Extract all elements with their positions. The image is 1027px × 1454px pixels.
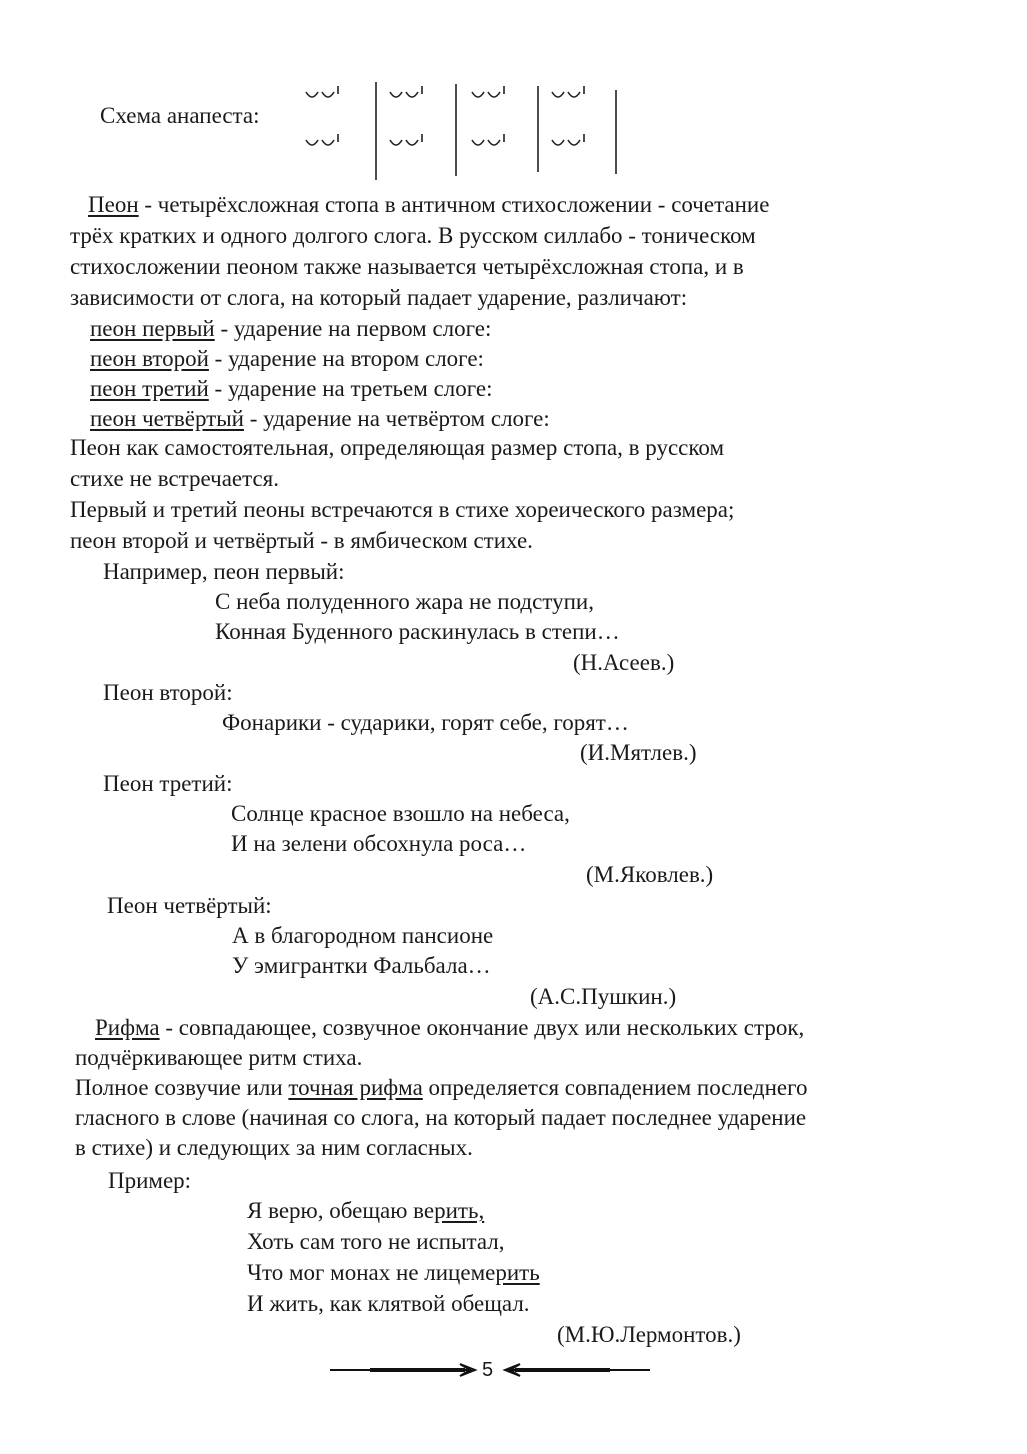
rhyme-definition-line-1: [95, 1013, 804, 1043]
peon-kind-1: [90, 314, 491, 344]
verse-text: Что мог монах не лицеме: [247, 1260, 496, 1285]
peon-kind-term: пеон третий: [90, 376, 209, 401]
peon-kind-desc: - ударение на третьем слоге:: [208, 376, 493, 401]
peon-kind-desc: - ударение на втором слоге:: [208, 346, 484, 371]
example-1-verse-2: Конная Буденного раскинулась в степи…: [215, 619, 620, 644]
rhyme-verse-2: Хоть сам того не испытал,: [247, 1229, 505, 1254]
example-4-author: (А.С.Пушкин.): [530, 984, 677, 1009]
verse-text: Я верю, обещаю ве: [247, 1198, 435, 1223]
peon-definition-line-4: зависимости от слога, на который падает ударение, различают:: [70, 285, 688, 310]
example-2-author: (И.Мятлев.): [580, 740, 697, 765]
rhyme-example-heading: Пример:: [108, 1168, 192, 1193]
peon-kind-desc: - ударение на четвёртом слоге:: [243, 406, 550, 431]
peon-definition-line-3: стихосложении пеоном также называется четырёхсложная стопа, и в: [70, 254, 744, 279]
rhyme-exact-pre: Полное созвучие или: [75, 1075, 289, 1100]
rhyme-exact-rest: определяется совпадением последнего: [422, 1075, 808, 1100]
peon-definition-line-2: трёх кратких и одного долгого слога. В русском силлабо - тоническом: [70, 223, 756, 248]
example-3-verse-2: И на зелени обсохнула роса…: [231, 831, 527, 856]
peon-definition-line-1: [88, 190, 769, 220]
example-1-author: (Н.Асеев.): [573, 650, 675, 675]
peon-kind-term: пеон первый: [90, 316, 215, 341]
example-heading-4: Пеон четвёртый:: [107, 893, 272, 918]
scheme-label: Схема анапеста:: [100, 103, 260, 128]
peon-note-1: Пеон как самостоятельная, определяющая размер стопа, в русском: [70, 435, 724, 460]
rhyme-exact-line: [75, 1073, 807, 1103]
anapest-scheme-diagram: [300, 80, 630, 180]
rhyme-term: Рифма: [95, 1015, 160, 1040]
example-4-verse-1: А в благородном пансионе: [232, 923, 494, 948]
rhyme-definition-rest: - совпадающее, созвучное окончание двух или нескольких строк,: [159, 1015, 805, 1040]
example-heading-3: Пеон третий:: [103, 771, 233, 796]
example-3-author: (М.Яковлев.): [586, 862, 714, 887]
rhyme-line-4: в стихе) и следующих за ним согласных.: [75, 1135, 473, 1160]
example-2-verse-1: Фонарики - сударики, горят себе, горят…: [222, 710, 629, 735]
peon-kind-4: [90, 404, 550, 434]
rhyme-line-3: гласного в слове (начиная со слога, на который падает последнее ударение: [75, 1105, 807, 1130]
page-number: 5: [482, 1359, 494, 1381]
peon-definition-rest: - четырёхсложная стопа в античном стихосложении - сочетание: [138, 192, 770, 217]
rhyme-verse-3: [247, 1258, 540, 1288]
rhyme-exact-term: точная рифма: [288, 1075, 423, 1100]
rhyme-ending: рить: [495, 1260, 540, 1285]
example-3-verse-1: Солнце красное взошло на небеса,: [231, 801, 570, 826]
peon-kind-term: пеон четвёртый: [90, 406, 244, 431]
rhyme-verse-4: И жить, как клятвой обещал.: [247, 1291, 530, 1316]
example-1-verse-1: С неба полуденного жара не подступи,: [215, 589, 594, 614]
peon-note-2: стихе не встречается.: [70, 466, 279, 491]
rhyme-author: (М.Ю.Лермонтов.): [557, 1322, 741, 1347]
rhyme-verse-1: [247, 1196, 484, 1226]
example-heading-1: Например, пеон первый:: [103, 559, 345, 584]
peon-note-4: пеон второй и четвёртый - в ямбическом стихе.: [70, 528, 533, 553]
rhyme-ending: рить,: [434, 1198, 485, 1223]
rhyme-definition-line-2: подчёркивающее ритм стиха.: [75, 1045, 363, 1070]
peon-note-3: Первый и третий пеоны встречаются в стихе хореического размера;: [70, 497, 735, 522]
peon-kind-3: [90, 374, 492, 404]
peon-kind-desc: - ударение на первом слоге:: [214, 316, 492, 341]
peon-kind-term: пеон второй: [90, 346, 209, 371]
peon-kind-2: [90, 344, 484, 374]
peon-term: Пеон: [88, 192, 139, 217]
example-heading-2: Пеон второй:: [103, 680, 233, 705]
example-4-verse-2: У эмигрантки Фальбала…: [232, 953, 491, 978]
